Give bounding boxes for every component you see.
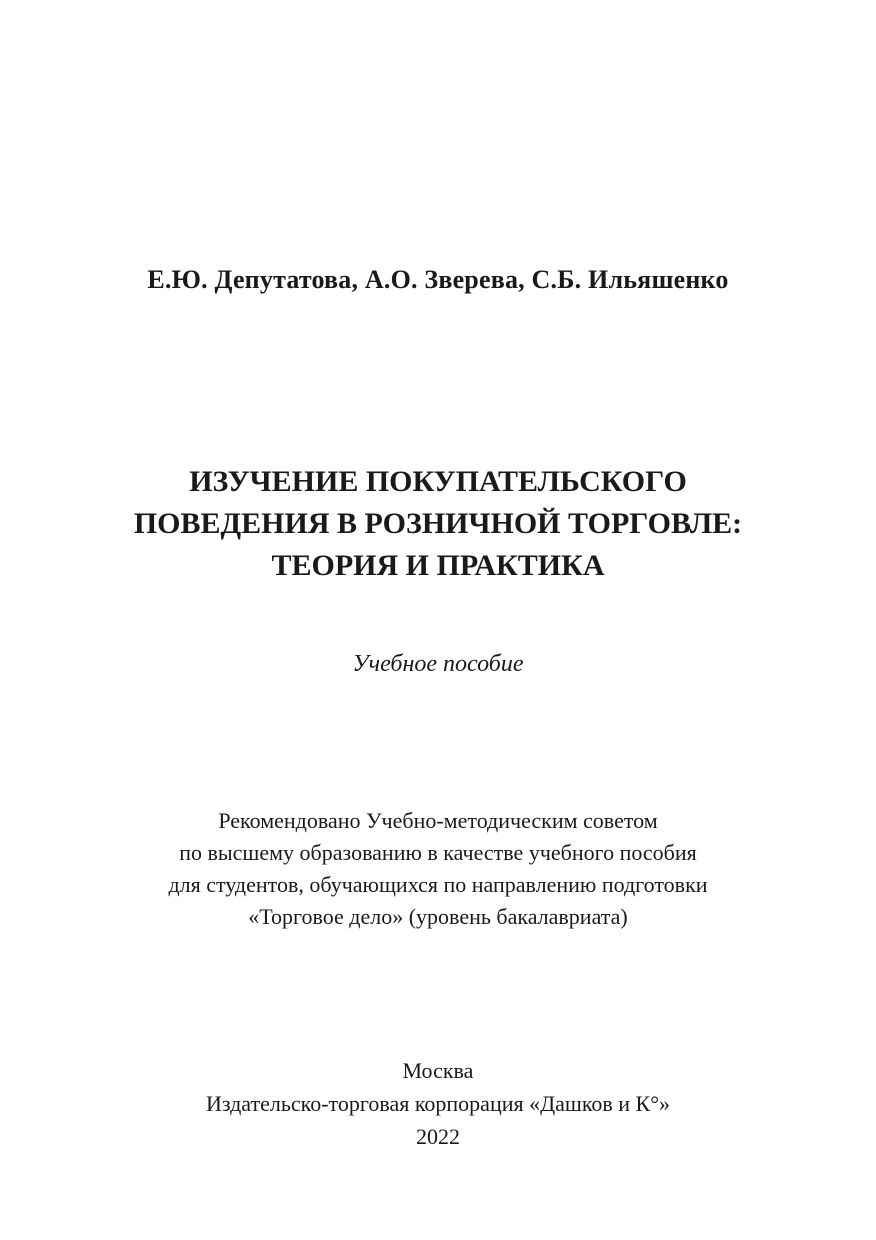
book-title-line: ТЕОРИЯ И ПРАКТИКА: [271, 549, 605, 582]
book-subtitle: Учебное пособие: [352, 651, 524, 677]
book-title-line: ИЗУЧЕНИЕ ПОКУПАТЕЛЬСКОГО: [189, 465, 687, 498]
recommendation-line: для студентов, обучающихся по направлению подготовки: [168, 872, 708, 897]
authors: Е.Ю. Депутатова, А.О. Зверева, С.Б. Ильяшенко: [147, 265, 729, 294]
imprint-publisher: Издательско-торговая корпорация «Дашков и К°»: [205, 1091, 671, 1116]
recommendation-note: [0, 805, 876, 933]
imprint-city: Москва: [402, 1058, 474, 1083]
recommendation-line: по высшему образованию в качестве учебного пособия: [179, 840, 697, 865]
book-title-line: ПОВЕДЕНИЯ В РОЗНИЧНОЙ ТОРГОВЛЕ:: [133, 507, 743, 540]
imprint: [0, 1054, 876, 1153]
recommendation-line: Рекомендовано Учебно-методическим советом: [218, 808, 658, 833]
book-title: [0, 461, 876, 587]
imprint-year: 2022: [416, 1124, 460, 1149]
recommendation-line: «Торговое дело» (уровень бакалавриата): [248, 904, 628, 929]
